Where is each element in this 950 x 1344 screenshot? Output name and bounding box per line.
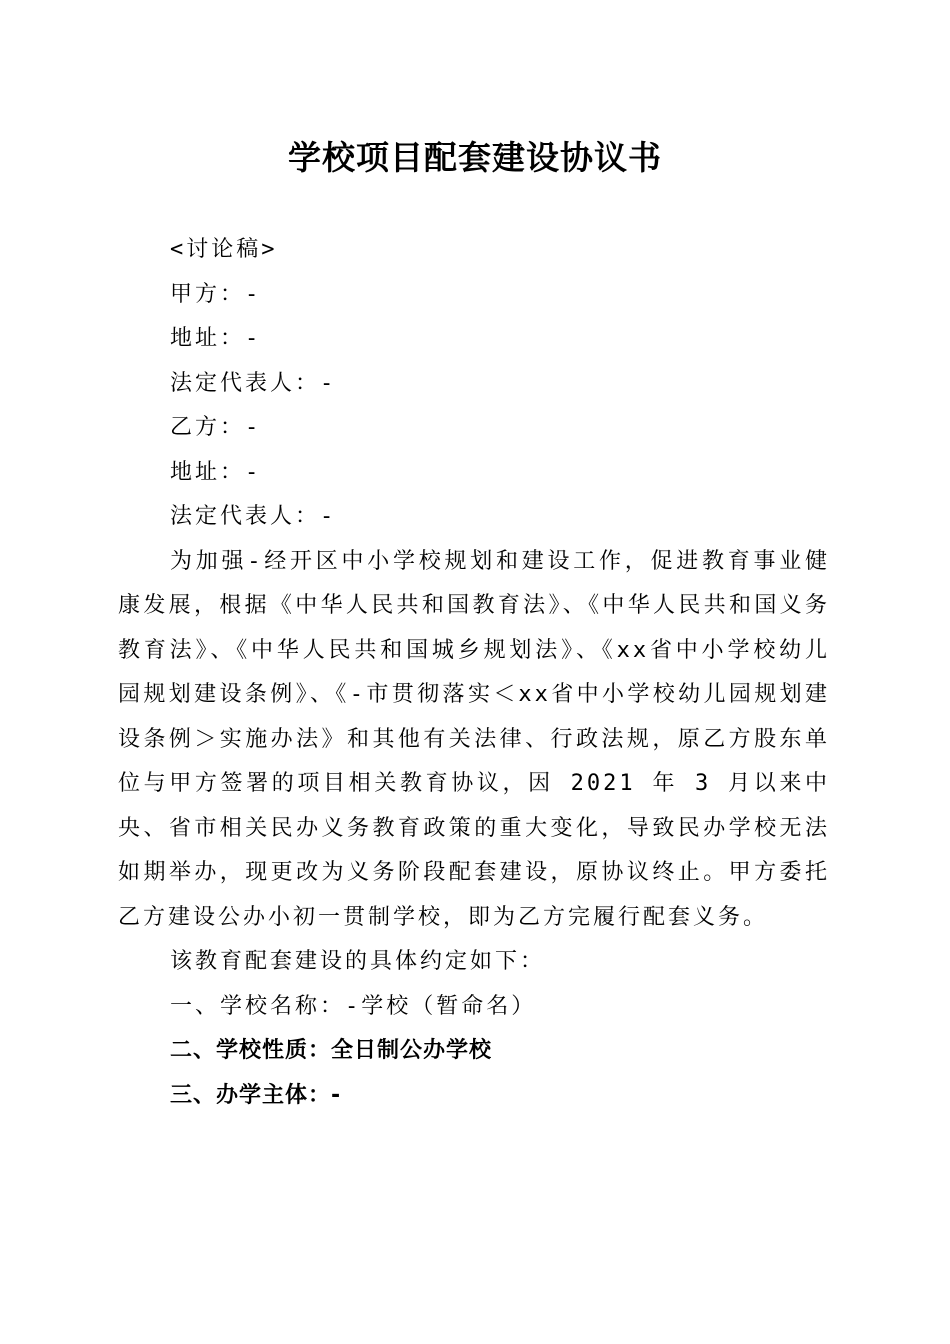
party-b-representative: 法定代表人：- (170, 504, 337, 529)
party-b-address: 地址：- (170, 459, 262, 485)
intro-line: 该教育配套建设的具体约定如下： (170, 949, 546, 974)
document-title: 学校项目配套建设协议书 (288, 138, 662, 177)
clause-school-nature: 二、学校性质：全日制公办学校 (170, 1038, 493, 1063)
clause-school-name: 一、学校名称：-学校（暂命名） (170, 993, 537, 1019)
preamble-paragraph: 为加强-经开区中小学校规划和建设工作，促进教育事业健康发展，根据《中华人民共和国教育法》、《中华人民共和国义务教育法》、《中华人民共和国城乡规划法》、《xx省中小学校幼儿园规划建设条例》、《-市贯彻落实＜xx省中小学校幼儿园规划建设条例＞实施办法》和其他有关法律、行政法规，原乙方股东单位与甲方签署的项目相关教育协议，因 2021 年 3 月以来中央、省市相关民办义务教育政策的重大变化，导致民办学校无法如期举办，现更改为义务阶段配套建设，原协议终止。甲方委托乙方建设公办小初一贯制学校，即为乙方完履行配套义务。 (118, 548, 830, 930)
party-b: 乙方：- (170, 415, 262, 440)
party-a-representative: 法定代表人：- (170, 370, 337, 396)
draft-note: <讨论稿> (170, 237, 278, 262)
party-a-address: 地址：- (170, 326, 262, 351)
document-body (118, 228, 830, 1118)
party-a: 甲方：- (170, 281, 262, 307)
clause-school-operator: 三、办学主体：- (170, 1082, 342, 1108)
